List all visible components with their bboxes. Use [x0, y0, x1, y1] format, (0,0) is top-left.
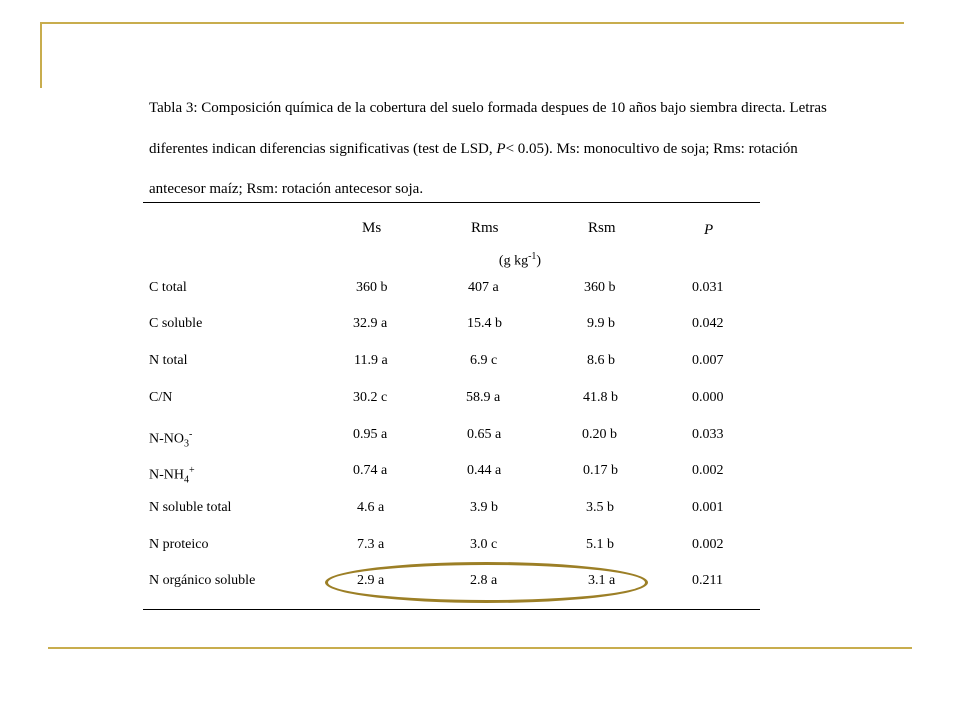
row-label-nh4 [149, 462, 195, 489]
cell-ms: 2.9 a [357, 573, 385, 588]
cell-rms: 6.9 c [470, 353, 498, 368]
row-label: C total [149, 280, 187, 295]
cell-ms: 32.9 a [353, 316, 388, 331]
cell-ms: 0.74 a [353, 463, 388, 478]
cell-rms: 0.65 a [467, 427, 502, 442]
cell-p: 0.001 [692, 500, 724, 515]
cell-rsm: 0.20 b [582, 427, 617, 442]
cell-p: 0.002 [692, 537, 724, 552]
cell-p: 0.211 [692, 573, 723, 588]
row-label-sub: 4 [184, 474, 189, 486]
units-sup: -1 [528, 251, 537, 262]
row-label: N orgánico soluble [149, 573, 256, 588]
table-caption [149, 88, 829, 210]
cell-rms: 3.0 c [470, 537, 498, 552]
caption-text-after: < 0.05). Ms: monocultivo de soja; Rms: rotación antecesor maíz; Rsm: rotación antecesor soja. [149, 140, 798, 197]
header-rsm: Rsm [588, 220, 616, 236]
header-rms: Rms [471, 220, 499, 236]
cell-p: 0.000 [692, 390, 724, 405]
table-bottom-rule [143, 609, 760, 610]
header-ms: Ms [362, 220, 382, 236]
frame-top-line [40, 22, 904, 24]
cell-ms: 4.6 a [357, 500, 385, 515]
cell-rms: 407 a [468, 280, 499, 295]
units-suffix: ) [536, 253, 542, 269]
cell-rsm: 9.9 b [587, 316, 615, 331]
units-label [460, 251, 580, 270]
cell-rms: 2.8 a [470, 573, 498, 588]
cell-p: 0.002 [692, 463, 724, 478]
cell-p: 0.042 [692, 316, 724, 331]
row-label: N proteico [149, 537, 209, 552]
row-label: C soluble [149, 316, 203, 331]
header-p: P [704, 222, 714, 238]
cell-p: 0.007 [692, 353, 724, 368]
units-prefix: (g kg [498, 253, 529, 269]
cell-ms: 0.95 a [353, 427, 388, 442]
row-label-text: N-NH [149, 467, 184, 483]
cell-rms: 0.44 a [467, 463, 502, 478]
caption-text: Tabla 3: Composición química de la cobertura del suelo formada despues de 10 años bajo siembra directa. Letras diferentes indican diferencias significativas (test de LSD, [149, 100, 827, 157]
cell-ms: 360 b [356, 280, 388, 295]
cell-rms: 58.9 a [466, 390, 501, 405]
caption-p-symbol: P [496, 140, 506, 157]
cell-rsm: 3.1 a [588, 573, 616, 588]
row-label: C/N [149, 390, 173, 405]
cell-rsm: 41.8 b [583, 390, 618, 405]
cell-rsm: 360 b [584, 280, 616, 295]
cell-rsm: 5.1 b [586, 537, 614, 552]
cell-rsm: 3.5 b [586, 500, 614, 515]
cell-p: 0.033 [692, 427, 724, 442]
cell-rsm: 8.6 b [587, 353, 615, 368]
cell-ms: 7.3 a [357, 537, 385, 552]
cell-p: 0.031 [692, 280, 724, 295]
frame-left-line [40, 22, 42, 88]
row-label: N total [149, 353, 188, 368]
highlight-ellipse [325, 562, 648, 603]
cell-rsm: 0.17 b [583, 463, 618, 478]
cell-rms: 3.9 b [470, 500, 498, 515]
frame-bottom-line [48, 647, 912, 649]
row-label-sup: + [189, 465, 195, 476]
row-label-sup: - [189, 429, 193, 440]
cell-ms: 30.2 c [353, 390, 388, 405]
row-label-text: N-NO [149, 431, 184, 447]
cell-rms: 15.4 b [467, 316, 502, 331]
row-label-no3 [149, 426, 192, 453]
table-top-rule [143, 202, 760, 203]
row-label: N soluble total [149, 500, 232, 515]
row-label-sub: 3 [184, 438, 189, 450]
cell-ms: 11.9 a [354, 353, 388, 368]
